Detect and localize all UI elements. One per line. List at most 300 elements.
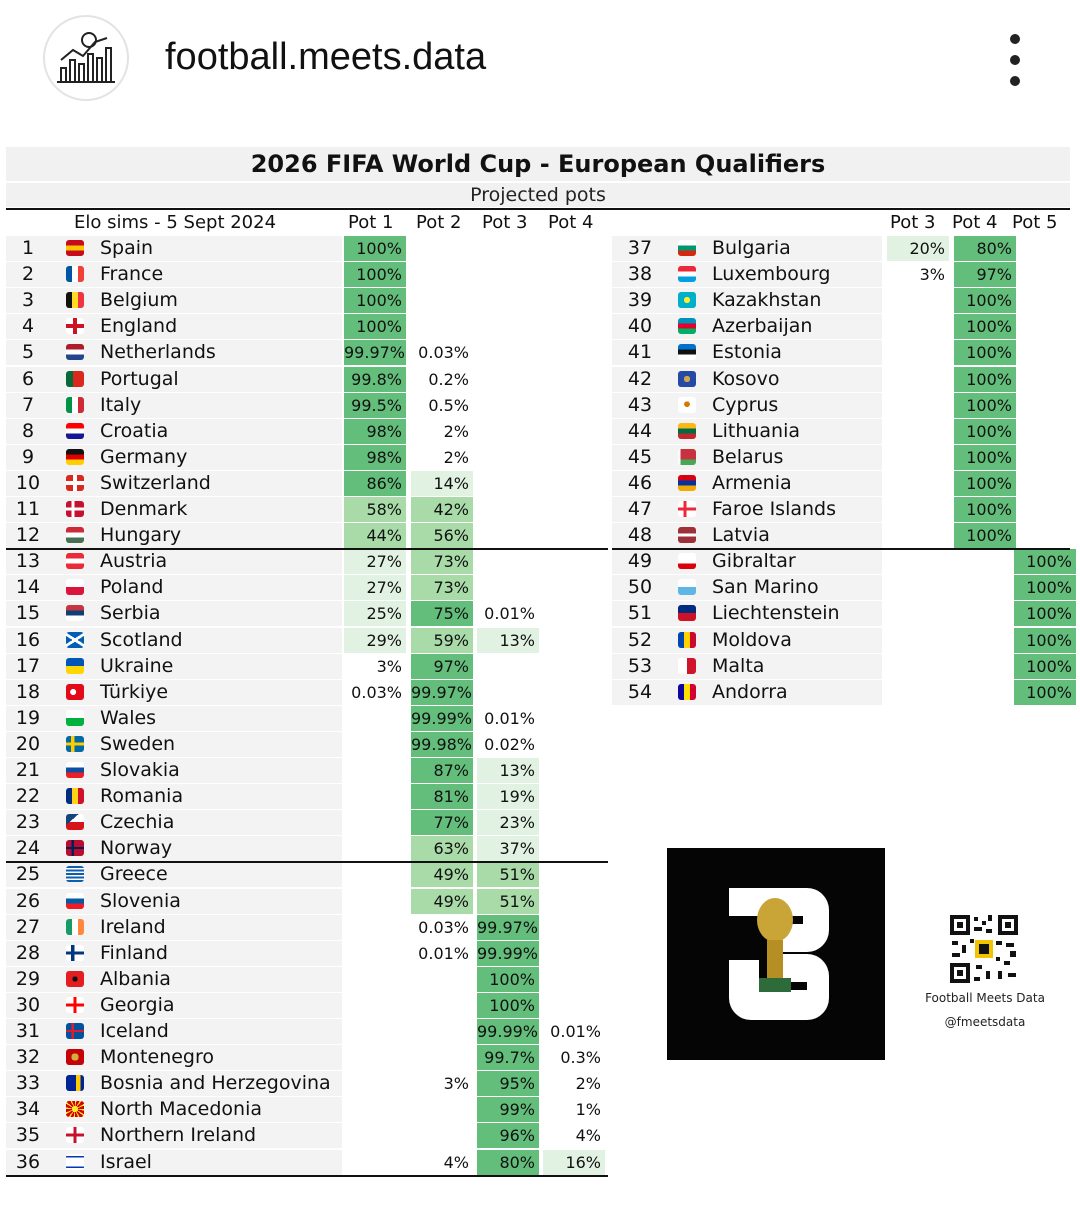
rank-cell: 5 (21, 341, 35, 364)
probability-cell: 96% (477, 1123, 539, 1148)
table-row (612, 288, 1070, 313)
pot-divider (6, 861, 608, 863)
footer-name: Football Meets Data (925, 991, 1045, 1005)
probability-cell: 100% (954, 393, 1016, 418)
probability-cell (543, 915, 605, 940)
table-row (612, 575, 1070, 600)
rank-cell: 17 (15, 654, 41, 677)
chart-football-logo-icon (55, 30, 117, 86)
rank-cell: 13 (15, 550, 41, 573)
probability-cell: 100% (954, 471, 1016, 496)
table-row (6, 706, 606, 731)
probability-cell (887, 523, 949, 548)
rank-cell: 10 (15, 471, 41, 494)
rank-cell: 4 (21, 315, 35, 338)
probability-cell: 58% (344, 497, 406, 522)
probability-cell (477, 393, 539, 418)
rank-cell: 40 (627, 315, 653, 338)
row-name-background (6, 549, 342, 574)
flag-wales-icon (66, 710, 84, 726)
probability-cell: 100% (344, 236, 406, 261)
flag-kosovo-icon (678, 371, 696, 387)
probability-cell (954, 601, 1016, 626)
probability-cell (477, 654, 539, 679)
table-row (612, 497, 1070, 522)
probability-cell (887, 393, 949, 418)
table-row (6, 1097, 606, 1122)
flag-northern-ireland-icon (66, 1127, 84, 1143)
table-row (612, 262, 1070, 287)
probability-cell (477, 288, 539, 313)
probability-cell: 3% (411, 1071, 473, 1096)
table-row (6, 784, 606, 809)
rank-cell: 7 (21, 393, 35, 416)
row-name-background (6, 393, 342, 418)
country-name: Azerbaijan (712, 315, 813, 338)
country-name: Finland (100, 941, 168, 964)
table-row (6, 340, 606, 365)
probability-cell (477, 419, 539, 444)
table-row (6, 497, 606, 522)
probability-cell (887, 575, 949, 600)
probability-cell (411, 262, 473, 287)
probability-cell: 1% (543, 1097, 605, 1122)
probability-cell (954, 680, 1016, 705)
rank-cell: 43 (627, 393, 653, 416)
country-name: Armenia (712, 471, 792, 494)
table-row (612, 471, 1070, 496)
country-name: Gibraltar (712, 550, 796, 573)
probability-cell: 27% (344, 549, 406, 574)
rank-cell: 35 (15, 1124, 41, 1147)
rank-cell: 11 (15, 498, 41, 520)
rank-cell: 34 (15, 1098, 41, 1121)
flag-slovenia-icon (66, 893, 84, 909)
probability-cell: 100% (1014, 628, 1076, 653)
probability-cell (344, 732, 406, 757)
probability-cell (543, 967, 605, 992)
probability-cell: 100% (344, 314, 406, 339)
rank-cell: 46 (627, 471, 653, 494)
probability-cell (477, 680, 539, 705)
probability-cell: 100% (954, 523, 1016, 548)
sim-label: Elo sims - 5 Sept 2024 (74, 212, 277, 233)
country-name: Latvia (712, 524, 770, 547)
row-name-background (6, 967, 342, 992)
probability-cell (543, 889, 605, 914)
table-row (6, 367, 606, 392)
table-row (6, 967, 606, 992)
flag-ireland-icon (66, 919, 84, 935)
table-row (6, 680, 606, 705)
flag-finland-icon (66, 945, 84, 961)
probability-cell: 20% (887, 236, 949, 261)
probability-cell (543, 419, 605, 444)
probability-cell (344, 1123, 406, 1148)
probability-cell: 99.99% (411, 706, 473, 731)
country-name: Italy (100, 393, 142, 416)
probability-cell: 3% (344, 654, 406, 679)
probability-cell (543, 262, 605, 287)
more-vertical-icon[interactable] (1000, 34, 1030, 86)
flag-slovakia-icon (66, 762, 84, 778)
probability-cell (477, 549, 539, 574)
probability-cell: 100% (954, 288, 1016, 313)
country-name: Malta (712, 654, 765, 677)
probability-cell (543, 758, 605, 783)
probability-cell (543, 549, 605, 574)
rank-cell: 50 (627, 576, 653, 599)
country-name: Wales (100, 706, 157, 729)
flag-denmark-icon (66, 501, 84, 517)
probability-cell (344, 758, 406, 783)
probability-cell (1014, 445, 1076, 470)
probability-cell: 0.03% (411, 340, 473, 365)
probability-cell (1014, 367, 1076, 392)
probability-cell (543, 941, 605, 966)
table-row (6, 654, 606, 679)
rank-cell: 16 (15, 628, 41, 651)
table-row (6, 549, 606, 574)
pot-divider (6, 1175, 608, 1177)
row-name-background (6, 1019, 342, 1044)
probability-cell: 99.97% (344, 340, 406, 365)
flag-turkiye-icon (66, 684, 84, 700)
probability-cell: 0.02% (477, 732, 539, 757)
rank-cell: 49 (627, 550, 653, 573)
probability-cell: 4% (543, 1123, 605, 1148)
probability-cell (887, 628, 949, 653)
probability-cell (411, 1097, 473, 1122)
probability-cell (543, 732, 605, 757)
header-divider (6, 208, 1070, 210)
probability-cell (1014, 497, 1076, 522)
probability-cell (1014, 393, 1076, 418)
probability-cell: 99.97% (477, 915, 539, 940)
probability-cell: 51% (477, 862, 539, 887)
country-name: Faroe Islands (712, 498, 837, 520)
probability-cell: 14% (411, 471, 473, 496)
country-name: Israel (100, 1150, 152, 1173)
flag-latvia-icon (678, 527, 696, 543)
row-name-background (6, 680, 342, 705)
table-row (612, 601, 1070, 626)
rank-cell: 23 (15, 811, 41, 834)
country-name: Denmark (100, 498, 188, 520)
rank-cell: 38 (627, 263, 653, 286)
projected-pots-table (6, 147, 1072, 1187)
flag-luxembourg-icon (678, 266, 696, 282)
country-name: Slovakia (100, 759, 180, 781)
probability-cell (344, 862, 406, 887)
probability-cell (477, 314, 539, 339)
flag-norway-icon (66, 840, 84, 856)
probability-cell (543, 314, 605, 339)
probability-cell (543, 471, 605, 496)
fifa-2026-logo-icon (667, 848, 885, 1060)
table-row (6, 941, 606, 966)
probability-cell (344, 810, 406, 835)
flag-england-icon (66, 318, 84, 334)
probability-cell (344, 1019, 406, 1044)
probability-cell (887, 445, 949, 470)
country-name: Slovenia (100, 889, 181, 912)
probability-cell: 99.7% (477, 1045, 539, 1070)
flag-gibraltar-icon (678, 553, 696, 569)
probability-cell (543, 497, 605, 522)
probability-cell: 100% (954, 367, 1016, 392)
probability-cell (411, 1045, 473, 1070)
probability-cell (543, 706, 605, 731)
probability-cell (887, 497, 949, 522)
table-row (6, 1019, 606, 1044)
table-row (6, 1150, 606, 1175)
probability-cell: 51% (477, 889, 539, 914)
probability-cell (543, 236, 605, 261)
row-name-background (6, 1150, 342, 1175)
probability-cell: 98% (344, 419, 406, 444)
rank-cell: 53 (627, 654, 653, 677)
table-row (6, 862, 606, 887)
country-name: Iceland (100, 1020, 169, 1042)
probability-cell (477, 445, 539, 470)
probability-cell (543, 367, 605, 392)
country-name: Switzerland (100, 471, 211, 494)
flag-north-macedonia-icon (66, 1101, 84, 1117)
table-row (6, 915, 606, 940)
table-row (6, 419, 606, 444)
flag-belgium-icon (66, 292, 84, 308)
rank-cell: 44 (627, 419, 653, 442)
right-pot-3-header: Pot 3 (890, 212, 936, 233)
probability-cell: 37% (477, 836, 539, 861)
probability-cell (1014, 419, 1076, 444)
probability-cell: 100% (477, 993, 539, 1018)
probability-cell (477, 471, 539, 496)
table-row (612, 523, 1070, 548)
pot-divider (6, 548, 608, 550)
probability-cell (543, 340, 605, 365)
flag-belarus-icon (678, 449, 696, 465)
rank-cell: 42 (627, 367, 653, 390)
flag-ukraine-icon (66, 658, 84, 674)
probability-cell: 56% (411, 523, 473, 548)
probability-cell: 63% (411, 836, 473, 861)
row-name-background (6, 941, 342, 966)
flag-italy-icon (66, 397, 84, 413)
country-name: Ukraine (100, 654, 174, 677)
probability-cell: 0.01% (543, 1019, 605, 1044)
probability-cell: 98% (344, 445, 406, 470)
country-name: Luxembourg (712, 263, 831, 286)
flag-portugal-icon (66, 371, 84, 387)
account-username[interactable]: football.meets.data (165, 36, 487, 78)
probability-cell (411, 1019, 473, 1044)
country-name: Georgia (100, 993, 175, 1016)
rank-cell: 45 (627, 445, 653, 468)
account-avatar[interactable] (43, 15, 129, 101)
table-row (612, 680, 1070, 705)
row-name-background (6, 236, 342, 261)
flag-liechtenstein-icon (678, 605, 696, 621)
probability-cell (344, 836, 406, 861)
rank-cell: 32 (15, 1046, 41, 1069)
rank-cell: 3 (21, 289, 35, 312)
table-row (6, 810, 606, 835)
probability-cell: 73% (411, 575, 473, 600)
right-pot-5-header: Pot 5 (1012, 212, 1058, 233)
rank-cell: 6 (21, 367, 35, 390)
country-name: Kosovo (712, 367, 780, 390)
probability-cell: 73% (411, 549, 473, 574)
rank-cell: 15 (15, 602, 41, 625)
probability-cell: 81% (411, 784, 473, 809)
qr-code-icon[interactable] (948, 913, 1020, 985)
probability-cell (887, 471, 949, 496)
flag-netherlands-icon (66, 344, 84, 360)
probability-cell: 59% (411, 628, 473, 653)
probability-cell: 0.01% (477, 706, 539, 731)
probability-cell (411, 314, 473, 339)
flag-faroe-islands-icon (678, 501, 696, 517)
left-pot-3-header: Pot 3 (482, 212, 528, 233)
probability-cell: 100% (954, 314, 1016, 339)
rank-cell: 19 (15, 706, 41, 729)
country-name: Poland (100, 576, 164, 599)
rank-cell: 36 (15, 1150, 41, 1173)
country-name: Montenegro (100, 1046, 215, 1069)
rank-cell: 37 (627, 237, 653, 259)
probability-cell (954, 575, 1016, 600)
country-name: Bosnia and Herzegovina (100, 1072, 331, 1095)
probability-cell (344, 889, 406, 914)
probability-cell (543, 836, 605, 861)
probability-cell (477, 497, 539, 522)
flag-iceland-icon (66, 1023, 84, 1039)
probability-cell: 3% (887, 262, 949, 287)
flag-germany-icon (66, 449, 84, 465)
probability-cell (543, 993, 605, 1018)
flag-cyprus-icon (678, 397, 696, 413)
table-row (6, 836, 606, 861)
table-row (6, 732, 606, 757)
probability-cell: 100% (1014, 575, 1076, 600)
table-title: 2026 FIFA World Cup - European Qualifiers (6, 147, 1070, 181)
flag-serbia-icon (66, 605, 84, 621)
probability-cell: 100% (1014, 549, 1076, 574)
table-row (612, 314, 1070, 339)
row-name-background (6, 915, 342, 940)
probability-cell: 97% (411, 654, 473, 679)
probability-cell: 95% (477, 1071, 539, 1096)
rank-cell: 9 (21, 445, 35, 468)
probability-cell (1014, 288, 1076, 313)
country-name: France (100, 263, 164, 286)
table-row (6, 993, 606, 1018)
flag-romania-icon (66, 788, 84, 804)
rank-cell: 27 (15, 915, 41, 938)
country-name: Hungary (100, 524, 182, 547)
left-pot-4-header: Pot 4 (548, 212, 594, 233)
probability-cell: 100% (954, 419, 1016, 444)
probability-cell: 86% (344, 471, 406, 496)
country-name: Bulgaria (712, 237, 791, 259)
probability-cell (344, 1071, 406, 1096)
rank-cell: 20 (15, 732, 41, 755)
probability-cell: 19% (477, 784, 539, 809)
flag-israel-icon (66, 1154, 84, 1170)
probability-cell (411, 288, 473, 313)
row-name-background (6, 419, 342, 444)
probability-cell (543, 523, 605, 548)
country-name: Belarus (712, 445, 784, 468)
flag-austria-icon (66, 553, 84, 569)
row-name-background (6, 262, 342, 287)
rank-cell: 28 (15, 941, 41, 964)
probability-cell: 99.8% (344, 367, 406, 392)
flag-malta-icon (678, 658, 696, 674)
probability-cell: 100% (1014, 654, 1076, 679)
table-row (612, 393, 1070, 418)
country-name: Czechia (100, 811, 175, 834)
probability-cell: 29% (344, 628, 406, 653)
probability-cell (344, 1150, 406, 1175)
probability-cell (543, 445, 605, 470)
country-name: Serbia (100, 602, 161, 625)
table-row (612, 419, 1070, 444)
table-row (6, 314, 606, 339)
probability-cell (477, 367, 539, 392)
probability-cell (954, 549, 1016, 574)
country-name: Spain (100, 237, 154, 259)
country-name: San Marino (712, 576, 819, 599)
probability-cell: 2% (411, 445, 473, 470)
probability-cell (1014, 523, 1076, 548)
country-name: Kazakhstan (712, 289, 822, 312)
probability-cell: 100% (477, 967, 539, 992)
table-row (6, 889, 606, 914)
probability-cell: 0.2% (411, 367, 473, 392)
probability-cell (344, 941, 406, 966)
rank-cell: 18 (15, 680, 41, 703)
probability-cell (543, 862, 605, 887)
probability-cell: 42% (411, 497, 473, 522)
country-name: Netherlands (100, 341, 216, 364)
probability-cell (543, 575, 605, 600)
rank-cell: 54 (627, 680, 653, 703)
country-name: Türkiye (100, 680, 169, 703)
probability-cell (543, 601, 605, 626)
probability-cell: 99.97% (411, 680, 473, 705)
rank-cell: 25 (15, 863, 41, 886)
table-row (612, 367, 1070, 392)
probability-cell (344, 967, 406, 992)
probability-cell: 25% (344, 601, 406, 626)
left-pot-1-header: Pot 1 (348, 212, 394, 233)
country-name: Belgium (100, 289, 178, 312)
table-row (6, 471, 606, 496)
probability-cell (887, 288, 949, 313)
probability-cell: 80% (477, 1150, 539, 1175)
table-row (612, 549, 1070, 574)
table-row (6, 758, 606, 783)
probability-cell: 77% (411, 810, 473, 835)
flag-spain-icon (66, 240, 84, 256)
country-name: Cyprus (712, 393, 779, 416)
probability-cell: 0.5% (411, 393, 473, 418)
table-row (6, 445, 606, 470)
probability-cell: 0.03% (411, 915, 473, 940)
